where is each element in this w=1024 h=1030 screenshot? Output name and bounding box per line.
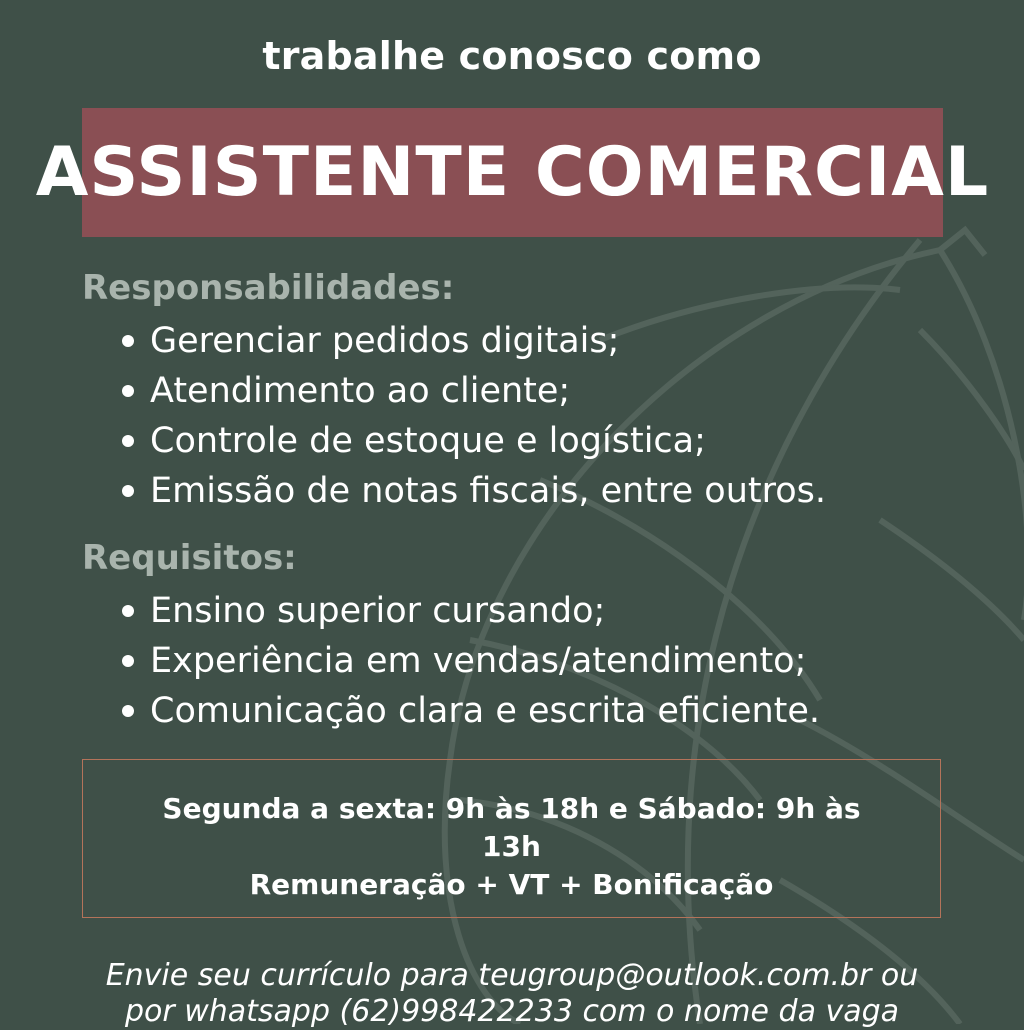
benefits-text: Remuneração + VT + Bonificação bbox=[249, 868, 774, 901]
responsibilities-section bbox=[82, 268, 982, 516]
list-item-text: Gerenciar pedidos digitais; bbox=[150, 321, 620, 361]
responsibilities-heading: Responsabilidades: bbox=[82, 268, 455, 308]
list-item bbox=[82, 416, 982, 466]
application-instructions bbox=[0, 958, 1024, 1030]
list-item-text: Controle de estoque e logística; bbox=[150, 421, 706, 461]
requirements-section bbox=[82, 538, 982, 736]
schedule-info-box bbox=[82, 759, 941, 918]
bullet-icon bbox=[122, 605, 134, 617]
responsibilities-list bbox=[82, 316, 982, 516]
list-item bbox=[82, 466, 982, 516]
job-title-banner bbox=[35, 108, 990, 237]
requirements-heading: Requisitos: bbox=[82, 538, 297, 578]
list-item bbox=[82, 366, 982, 416]
requirements-list bbox=[82, 586, 982, 736]
list-item bbox=[82, 686, 982, 736]
intro-text: trabalhe conosco como bbox=[262, 34, 762, 78]
list-item bbox=[82, 586, 982, 636]
list-item-text: Emissão de notas fiscais, entre outros. bbox=[150, 471, 827, 511]
list-item-text: Ensino superior cursando; bbox=[150, 591, 606, 631]
bullet-icon bbox=[122, 385, 134, 397]
list-item-text: Comunicação clara e escrita eficiente. bbox=[150, 691, 821, 731]
footer-line-1: Envie seu currículo para teugroup@outlook.com.br ou bbox=[105, 958, 919, 993]
list-item-text: Atendimento ao cliente; bbox=[150, 371, 571, 411]
footer-line-2: por whatsapp (62)998422233 com o nome da vaga bbox=[124, 994, 900, 1029]
bullet-icon bbox=[122, 485, 134, 497]
bullet-icon bbox=[122, 705, 134, 717]
list-item bbox=[82, 316, 982, 366]
schedule-text: Segunda a sexta: 9h às 18h e Sábado: 9h às 13h bbox=[162, 792, 861, 863]
job-title: ASSISTENTE COMERCIAL bbox=[35, 133, 990, 212]
bullet-icon bbox=[122, 655, 134, 667]
bullet-icon bbox=[122, 435, 134, 447]
list-item-text: Experiência em vendas/atendimento; bbox=[150, 641, 807, 681]
list-item bbox=[82, 636, 982, 686]
bullet-icon bbox=[122, 335, 134, 347]
